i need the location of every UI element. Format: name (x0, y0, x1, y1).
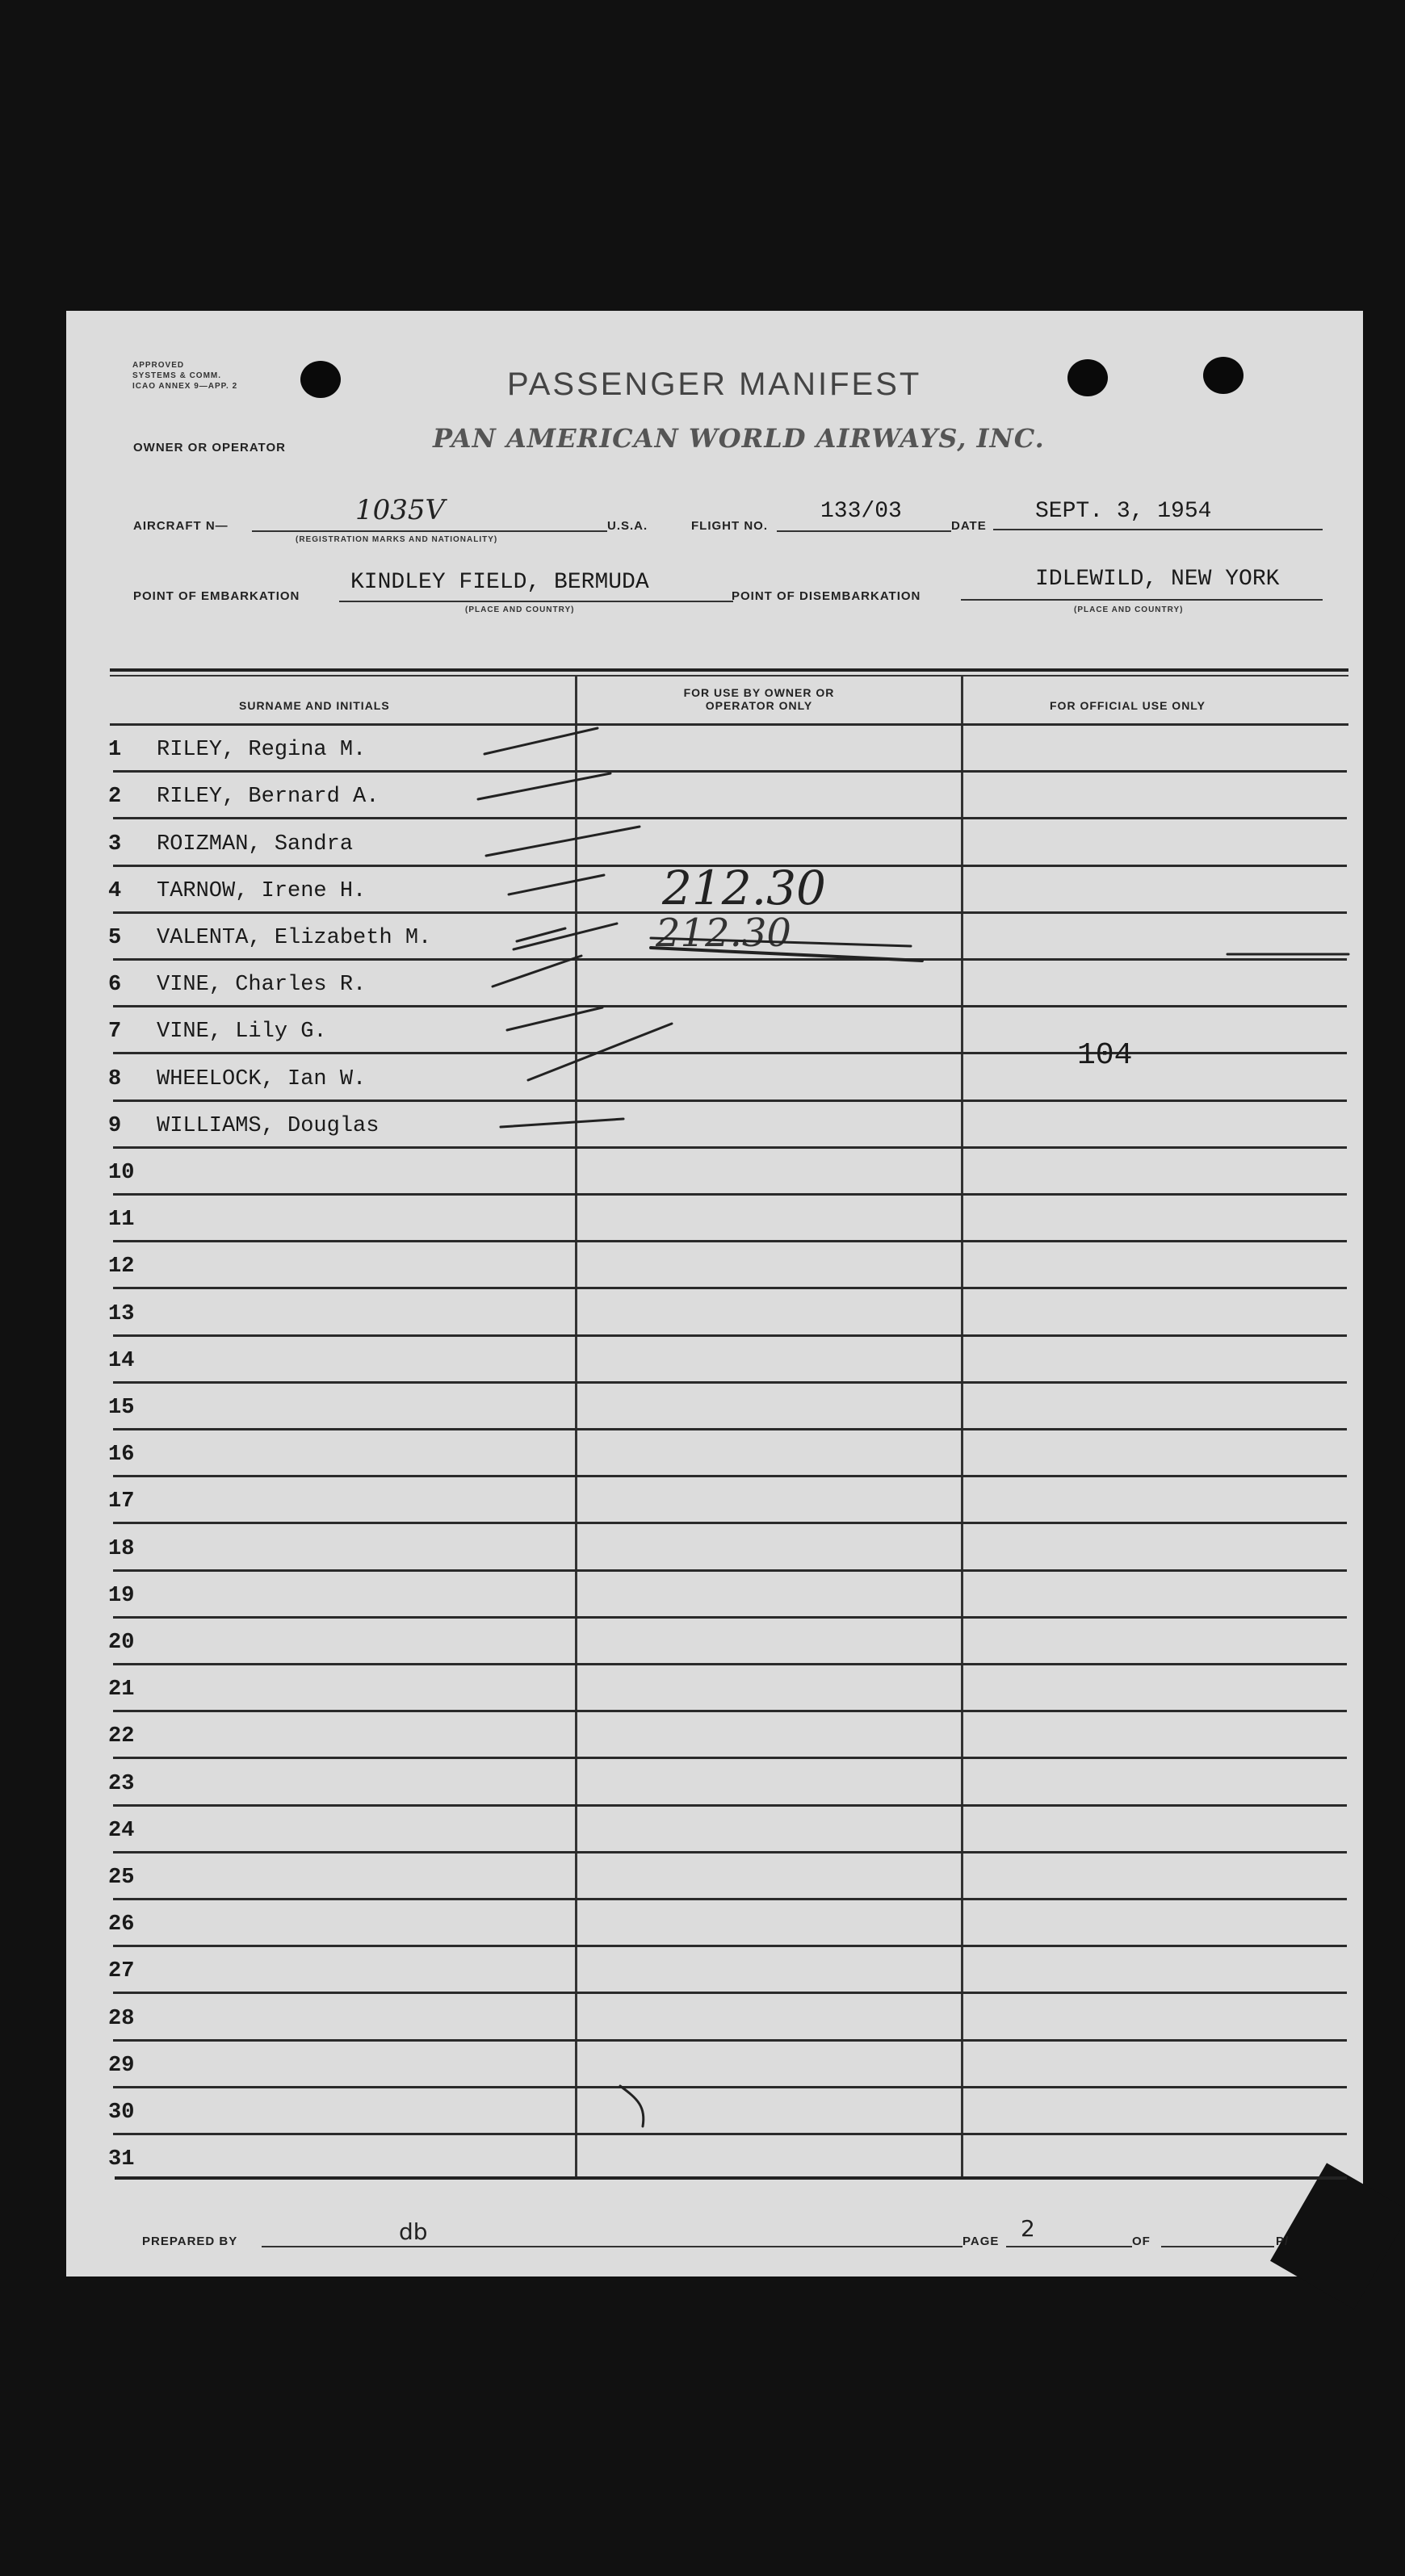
passenger-name: WILLIAMS, Douglas (157, 1113, 380, 1138)
row-number: 28 (108, 2006, 135, 2031)
passenger-name: RILEY, Bernard A. (157, 785, 380, 810)
approval-line-3: ICAO ANNEX 9—APP. 2 (132, 382, 238, 391)
passenger-name: VINE, Charles R. (157, 973, 367, 998)
passenger-name: TARNOW, Irene H. (157, 878, 367, 903)
page-label: PAGE (963, 2235, 1000, 2248)
row-number: 23 (108, 1771, 135, 1796)
row-number: 3 (108, 831, 122, 857)
check-mark-9 (501, 1119, 623, 1127)
row-number: 17 (108, 1489, 135, 1514)
of-underline (1161, 2246, 1274, 2247)
embarkation-value: KINDLEY FIELD, BERMUDA (350, 570, 649, 595)
aircraft-value: 1035V (355, 494, 446, 526)
row-number: 5 (108, 926, 122, 950)
row-number: 27 (108, 1959, 135, 1984)
stray-mark (620, 2086, 644, 2126)
footer-rule (115, 2176, 1347, 2180)
row-number: 31 (108, 2147, 135, 2172)
page-title: PASSENGER MANIFEST (507, 367, 922, 402)
strike-line (651, 948, 922, 961)
disembarkation-label: POINT OF DISEMBARKATION (732, 589, 921, 603)
date-label: DATE (951, 519, 987, 533)
check-mark-2 (478, 773, 610, 799)
owner-label: OWNER OR OPERATOR (133, 441, 286, 454)
passenger-name: WHEELOCK, Ian W. (157, 1066, 367, 1091)
row-number: 6 (108, 973, 122, 998)
aircraft-label: AIRCRAFT N— (133, 519, 229, 533)
date-value: SEPT. 3, 1954 (1035, 499, 1212, 524)
disembarkation-value: IDLEWILD, NEW YORK (1035, 567, 1280, 592)
official-number: 104 (1077, 1038, 1133, 1073)
row-number: 9 (108, 1113, 122, 1138)
check-mark-6 (493, 956, 581, 986)
struck-amount: 212.30 (656, 911, 791, 956)
row-number: 8 (108, 1066, 122, 1091)
row-number: 4 (108, 878, 122, 903)
handwritten-amount: 212.30 (662, 861, 826, 915)
page-value: 2 (1021, 2215, 1035, 2242)
approval-line-1: APPROVED (132, 361, 185, 370)
flight-label: FLIGHT NO. (691, 519, 768, 533)
place-caption-embarkation: (PLACE AND COUNTRY) (465, 605, 575, 614)
row-number: 15 (108, 1396, 135, 1420)
row-number: 30 (108, 2101, 135, 2125)
flight-value: 133/03 (820, 499, 902, 524)
row-number: 19 (108, 1583, 135, 1608)
approval-line-2: SYSTEMS & COMM. (132, 371, 222, 380)
prepared-underline (262, 2246, 963, 2247)
row-number: 11 (108, 1208, 135, 1233)
passenger-name: RILEY, Regina M. (157, 738, 367, 763)
row-number: 25 (108, 1866, 135, 1890)
check-mark-7 (507, 1007, 602, 1030)
strike-line-2 (651, 938, 911, 946)
registration-caption: (REGISTRATION MARKS AND NATIONALITY) (296, 535, 498, 544)
row-number: 1 (108, 738, 122, 763)
row-number: 22 (108, 1724, 135, 1749)
row-number: 29 (108, 2053, 135, 2078)
page-underline (1006, 2246, 1132, 2247)
check-mark-8 (528, 1024, 672, 1080)
column-header-official-use: FOR OFFICIAL USE ONLY (1050, 699, 1206, 712)
prepared-label: PREPARED BY (142, 2235, 238, 2248)
row-number: 10 (108, 1161, 135, 1185)
row-number: 24 (108, 1818, 135, 1843)
column-header-surname: SURNAME AND INITIALS (239, 699, 390, 712)
prepared-value: db (399, 2218, 428, 2245)
row-number: 14 (108, 1348, 135, 1373)
usa-label: U.S.A. (607, 519, 648, 533)
owner-value: PAN AMERICAN WORLD AIRWAYS, INC. (433, 423, 1045, 454)
row-number: 20 (108, 1631, 135, 1655)
passenger-name: VINE, Lily G. (157, 1020, 327, 1045)
embarkation-label: POINT OF EMBARKATION (133, 589, 300, 603)
check-mark-4 (509, 875, 604, 894)
pages-suffix: P/ (1276, 2235, 1290, 2248)
place-caption-disembarkation: (PLACE AND COUNTRY) (1074, 605, 1184, 614)
row-number: 21 (108, 1678, 135, 1703)
row-number: 2 (108, 785, 122, 810)
column-header-owner-use: FOR USE BY OWNER OR OPERATOR ONLY (683, 686, 835, 712)
row-number: 13 (108, 1301, 135, 1326)
check-mark-1 (484, 728, 598, 754)
passenger-name: VALENTA, Elizabeth M. (157, 926, 432, 950)
of-label: OF (1132, 2235, 1151, 2248)
passenger-name: ROIZMAN, Sandra (157, 831, 354, 857)
row-number: 12 (108, 1254, 135, 1280)
row-number: 16 (108, 1443, 135, 1468)
row-number: 7 (108, 1020, 122, 1045)
row-number: 18 (108, 1536, 135, 1561)
row-number: 26 (108, 1912, 135, 1937)
check-mark-3 (486, 827, 640, 856)
